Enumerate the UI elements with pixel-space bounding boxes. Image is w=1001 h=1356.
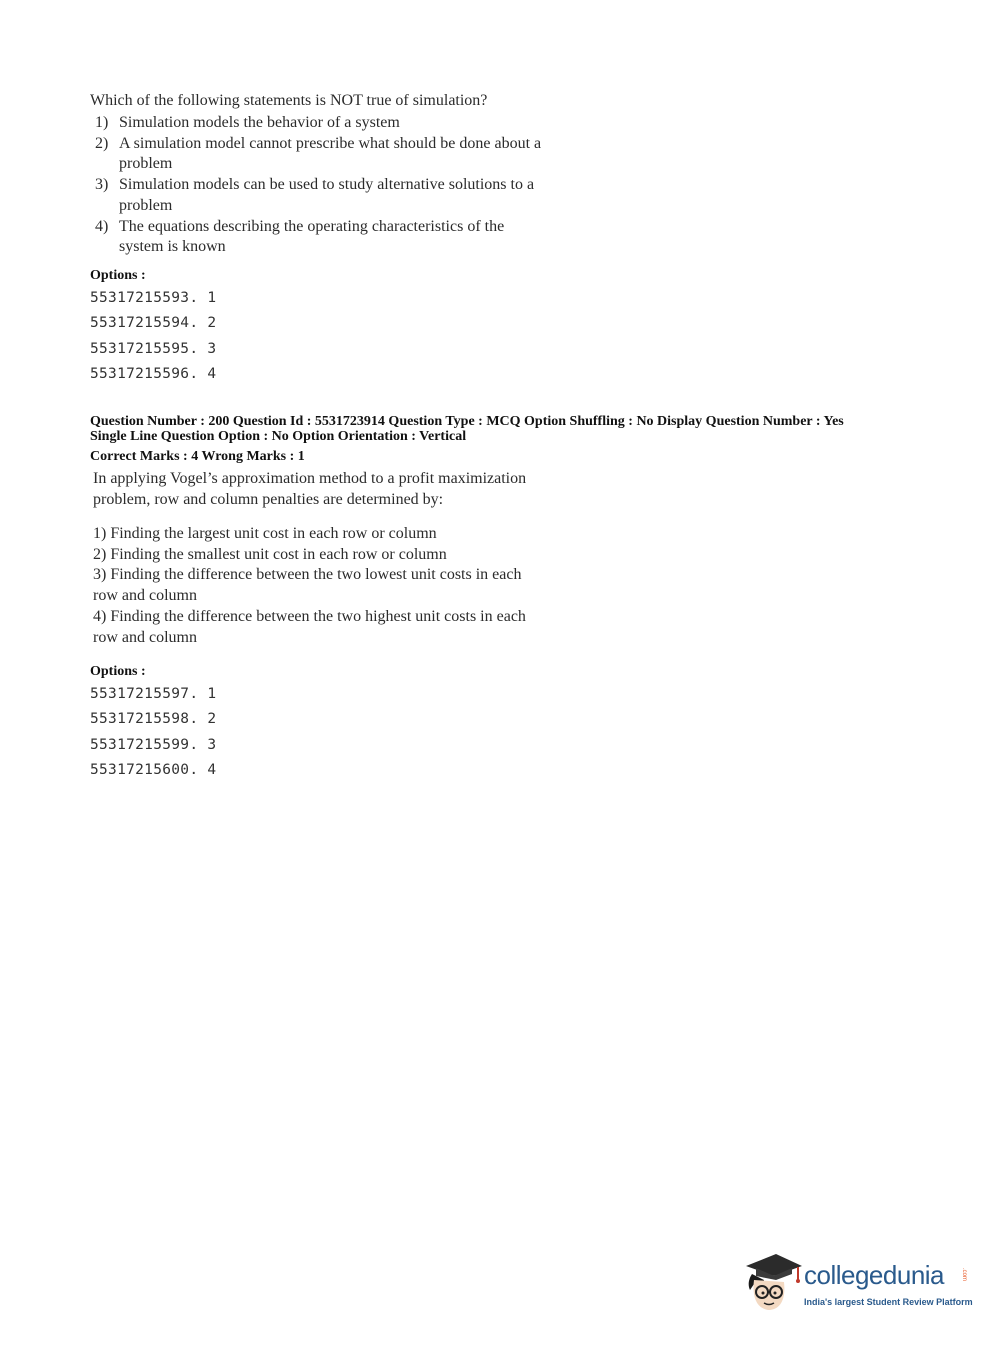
- question-meta-line-2: Single Line Question Option : No Option Orientation : Vertical: [90, 429, 467, 444]
- question-meta-line-1: Question Number : 200 Question Id : 5531723914 Question Type : MCQ Option Shuffling : No Display Question Number : Yes: [90, 414, 844, 429]
- options-200: [90, 664, 216, 783]
- option-2: 55317215598. 2: [90, 711, 217, 728]
- collegedunia-logo: [742, 1250, 972, 1320]
- choice-1: 1) Finding the largest unit cost in each row or column: [93, 525, 437, 542]
- option-3: 55317215595. 3: [90, 340, 217, 357]
- mascot-icon: [742, 1250, 804, 1320]
- choice-3-continued: row and column: [93, 587, 197, 605]
- options-label: Options :: [90, 268, 146, 283]
- options-label: Options :: [90, 664, 146, 679]
- question-stem: Which of the following statements is NOT true of simulation?: [90, 92, 488, 109]
- choice-2: 2) A simulation model cannot prescribe what should be done about a problem: [95, 134, 542, 173]
- option-2: 55317215594. 2: [90, 315, 217, 332]
- choice-3: 3) Finding the difference between the two lowest unit costs in each: [93, 566, 522, 584]
- option-1: 55317215597. 1: [90, 686, 217, 702]
- choice-4: 4) Finding the difference between the two highest unit costs in each: [93, 607, 526, 625]
- question-choices: [90, 113, 610, 258]
- logo-tagline: India's largest Student Review Platform: [804, 1297, 973, 1307]
- choice-1: 1) Simulation models the behavior of a system: [95, 114, 400, 131]
- logo-domain-suffix: .com: [961, 1268, 967, 1282]
- question-200-meta: [90, 414, 990, 464]
- choice-4: 4) The equations describing the operating characteristics of the system is known: [95, 217, 505, 256]
- question-choices: [93, 524, 593, 648]
- option-4: 55317215596. 4: [90, 365, 217, 382]
- options-199: [90, 268, 216, 387]
- option-3: 55317215599. 3: [90, 736, 217, 753]
- logo-wordmark: collegedunia: [804, 1260, 945, 1290]
- question-stem: In applying Vogel’s approximation method to a profit maximization problem, row and column penalties are determined by:: [93, 470, 527, 508]
- question-200: [93, 468, 593, 648]
- question-199: [90, 90, 610, 258]
- choice-2: 2) Finding the smallest unit cost in each row or column: [93, 545, 447, 563]
- option-1: 55317215593. 1: [90, 290, 217, 306]
- choice-4-continued: row and column: [93, 628, 197, 646]
- choice-3: 3) Simulation models can be used to study alternative solutions to a problem: [95, 176, 535, 214]
- marks-line: Correct Marks : 4 Wrong Marks : 1: [90, 449, 305, 464]
- option-4: 55317215600. 4: [90, 761, 217, 778]
